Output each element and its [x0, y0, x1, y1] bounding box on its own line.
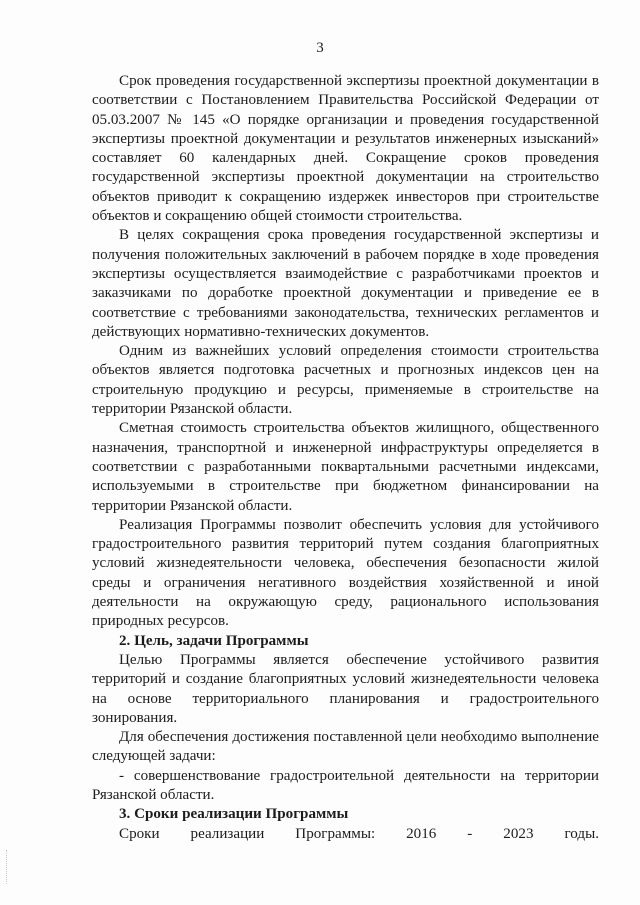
scan-margin-mark — [6, 850, 9, 884]
paragraph-price-indexes: Одним из важнейших условий определения стоимости строительства объектов является подготовка расчетных и прогнозных индексов цен на строительную продукцию и ресурсы, применяемые в строительстве на территории Рязанской области. — [92, 343, 599, 418]
section-2-heading: 2. Цель, задачи Программы — [119, 632, 309, 649]
paragraph-program-goal: Целью Программы является обеспечение устойчивого развития территорий и создание благоприятных условий жизнедеятельности человека на основе территориального планирования и градостроительного зонирования. — [92, 651, 599, 726]
paragraph-program-terms: Сроки реализации Программы: 2016 - 2023 годы. — [119, 825, 599, 842]
document-body — [92, 72, 599, 844]
paragraph-expertise-reduction: В целях сокращения срока проведения государственной экспертизы и получения положительных заключений в рабочем порядке в ходе проведения экспертизы осуществляется взаимодействие с разработчиками проектов и заказчиками по доработке проектной документации и приведение ее в соответствие с требованиями законодательства, технических регламентов и действующих нормативно-технических документов. — [92, 227, 599, 340]
paragraph-task-item: - совершенствование градостроительной деятельности на территории Рязанской области. — [92, 767, 599, 803]
page-number: 3 — [316, 40, 324, 56]
paragraph-expertise-term: Срок проведения государственной экспертизы проектной документации в соответствии с Постановлением Правительства Российской Федерации от 05.03.2007 № 145 «О порядке организации и проведения государственной экспертизы проектной документации и результатов инженерных изысканий» составляет 60 календарных дней. Сокращение сроков проведения государственной экспертизы проектной документации на строительство объектов приводит к сокращению издержек инвесторов при строительстве объектов и сокращению общей стоимости строительства. — [92, 73, 599, 225]
paragraph-task-intro: Для обеспечения достижения поставленной цели необходимо выполнение следующей задачи: — [92, 729, 599, 765]
section-3-heading: 3. Сроки реализации Программы — [119, 806, 349, 823]
paragraph-estimated-cost: Сметная стоимость строительства объектов жилищного, общественного назначения, транспортной и инженерной инфраструктуры определяется в соответствии с разработанными поквартальными расчетными индексами, используемыми в строительстве при бюджетном финансировании на территории Рязанской области. — [92, 420, 599, 514]
paragraph-program-outcome: Реализация Программы позволит обеспечить условия для устойчивого градостроительного развития территорий путем создания благоприятных условий жизнедеятельности человека, обеспечения безопасности жилой среды и ограничения негативного воздействия хозяйственной и иной деятельности на окружающую среду, рационального использования природных ресурсов. — [92, 516, 599, 630]
